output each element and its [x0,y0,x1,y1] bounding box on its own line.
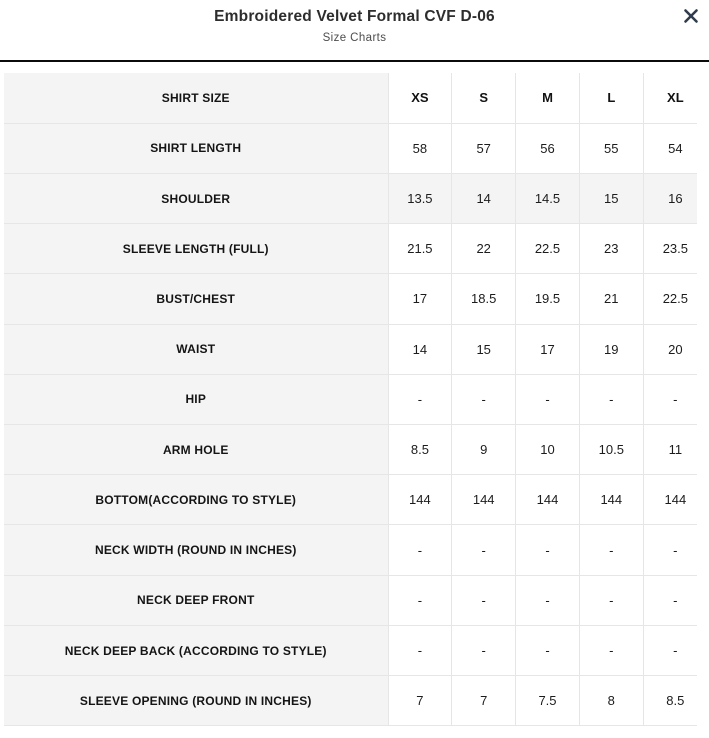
table-row [4,173,697,223]
size-value: 144 [643,475,697,525]
table-row [4,324,697,374]
size-value: 15 [452,324,516,374]
size-value: 21 [579,274,643,324]
size-value: - [643,525,697,575]
size-value: 19.5 [516,274,580,324]
row-label: SLEEVE OPENING (ROUND IN INCHES) [4,676,388,726]
size-value: - [516,575,580,625]
size-value: 58 [388,123,452,173]
size-value: - [579,374,643,424]
size-column-header: M [516,73,580,123]
size-value: 56 [516,123,580,173]
size-value: - [388,625,452,675]
size-value: 23.5 [643,224,697,274]
size-column-header: S [452,73,516,123]
size-value: - [452,575,516,625]
size-value: 10 [516,425,580,475]
size-value: 17 [516,324,580,374]
table-row [4,73,697,123]
size-value: - [579,575,643,625]
size-value: - [452,374,516,424]
size-value: 144 [579,475,643,525]
size-value: 14 [388,324,452,374]
size-value: 8.5 [643,676,697,726]
size-value: 8 [579,676,643,726]
row-label: BUST/CHEST [4,274,388,324]
size-value: 17 [388,274,452,324]
size-value: - [388,575,452,625]
table-row [4,676,697,726]
size-value: 15 [579,173,643,223]
table-row [4,575,697,625]
size-value: 144 [388,475,452,525]
row-label: SHIRT SIZE [4,73,388,123]
size-value: 54 [643,123,697,173]
size-value: 144 [452,475,516,525]
size-value: - [388,525,452,575]
row-label: SHIRT LENGTH [4,123,388,173]
size-value: - [452,625,516,675]
size-value: 14 [452,173,516,223]
size-value: 20 [643,324,697,374]
modal-subtitle: Size Charts [322,32,387,44]
size-value: - [516,525,580,575]
table-row [4,525,697,575]
size-value: 10.5 [579,425,643,475]
size-column-header: L [579,73,643,123]
size-value: - [452,525,516,575]
size-value: 9 [452,425,516,475]
size-value: 23 [579,224,643,274]
table-row [4,625,697,675]
size-chart-table [4,73,697,726]
row-label: BOTTOM(ACCORDING TO STYLE) [4,475,388,525]
table-row [4,475,697,525]
size-column-header: XL [643,73,697,123]
modal-title: Embroidered Velvet Formal CVF D-06 [214,8,495,25]
row-label: NECK DEEP FRONT [4,575,388,625]
row-label: SLEEVE LENGTH (FULL) [4,224,388,274]
size-value: 14.5 [516,173,580,223]
size-value: 8.5 [388,425,452,475]
size-value: 57 [452,123,516,173]
size-value: 7 [388,676,452,726]
size-value: 22.5 [516,224,580,274]
modal-header [0,0,709,62]
size-chart-table-body [4,73,697,726]
size-value: 13.5 [388,173,452,223]
size-value: - [516,625,580,675]
size-value: - [516,374,580,424]
table-row [4,224,697,274]
close-button[interactable] [678,3,704,29]
table-row [4,123,697,173]
size-value: - [388,374,452,424]
row-label: NECK DEEP BACK (ACCORDING TO STYLE) [4,625,388,675]
size-value: - [579,525,643,575]
size-value: 18.5 [452,274,516,324]
size-value: 21.5 [388,224,452,274]
size-value: 7 [452,676,516,726]
size-value: 19 [579,324,643,374]
table-row [4,274,697,324]
size-value: - [643,625,697,675]
row-label: ARM HOLE [4,425,388,475]
size-value: 7.5 [516,676,580,726]
size-value: - [579,625,643,675]
size-value: - [643,575,697,625]
table-row [4,374,697,424]
size-value: 16 [643,173,697,223]
row-label: NECK WIDTH (ROUND IN INCHES) [4,525,388,575]
size-chart-table-wrap [4,73,697,726]
size-value: 22 [452,224,516,274]
size-value: 144 [516,475,580,525]
size-value: 55 [579,123,643,173]
row-label: SHOULDER [4,173,388,223]
row-label: HIP [4,374,388,424]
close-icon [681,14,701,29]
row-label: WAIST [4,324,388,374]
size-value: 11 [643,425,697,475]
size-column-header: XS [388,73,452,123]
size-value: 22.5 [643,274,697,324]
table-row [4,425,697,475]
size-value: - [643,374,697,424]
